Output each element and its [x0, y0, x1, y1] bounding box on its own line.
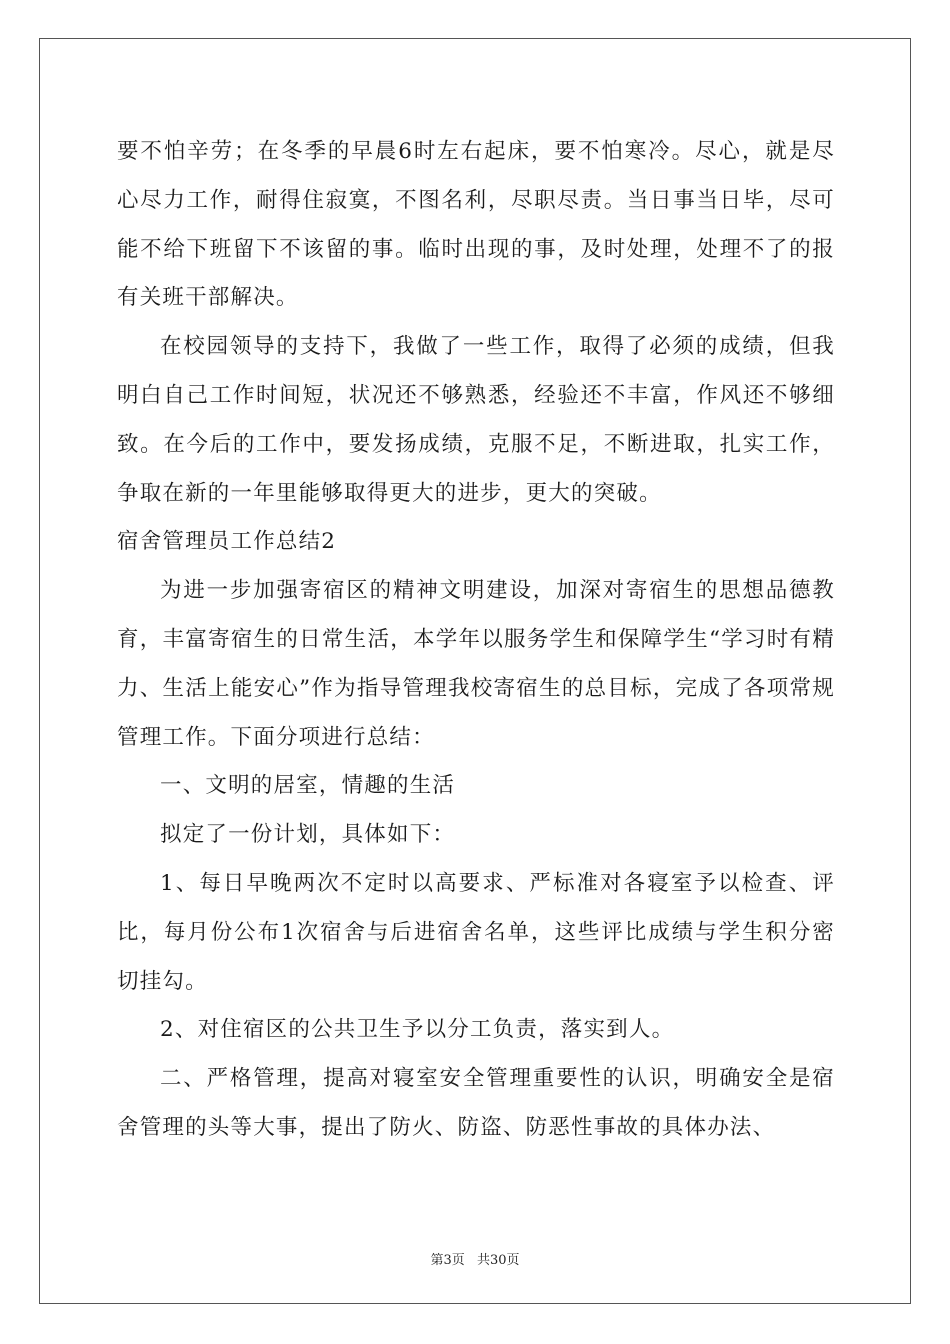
page-footer	[0, 1249, 950, 1268]
paragraph-8: 二、严格管理，提高对寝室安全管理重要性的认识，明确安全是宿舍管理的头等大事，提出了防火、防盗、防恶性事故的具体办法、	[117, 1066, 835, 1140]
paragraph-1: 要不怕辛劳；在冬季的早晨6时左右起床，要不怕寒冷。尽心，就是尽心尽力工作，耐得住寂寞，不图名利，尽职尽责。当日事当日毕，尽可能不给下班留下不该留的事。临时出现的事，及时处理，处理不了的报有关班干部解决。	[117, 139, 835, 311]
paragraph-5: 拟定了一份计划，具体如下：	[160, 822, 456, 848]
paragraph-2: 在校园领导的支持下，我做了一些工作，取得了必须的成绩，但我明白自己工作时间短，状况还不够熟悉，经验还不丰富，作风还不够细致。在今后的工作中，要发扬成绩，克服不足，不断进取，扎实工作，争取在新的一年里能够取得更大的进步，更大的突破。	[117, 334, 835, 506]
paragraph-4: 一、文明的居室，情趣的生活	[160, 773, 456, 799]
paragraph-6: 1、每日早晚两次不定时以高要求、严标准对各寝室予以检查、评比，每月份公布1次宿舍与后进宿舍名单，这些评比成绩与学生积分密切挂勾。	[117, 870, 835, 994]
paragraph-7: 2、对住宿区的公共卫生予以分工负责，落实到人。	[160, 1017, 675, 1043]
page-number: 第3页	[430, 1253, 465, 1268]
document-body	[117, 128, 835, 1153]
page-total: 共30页	[476, 1253, 520, 1268]
section-heading: 宿舍管理员工作总结2	[117, 529, 337, 555]
paragraph-3: 为进一步加强寄宿区的精神文明建设，加深对寄宿生的思想品德教育，丰富寄宿生的日常生活，本学年以服务学生和保障学生“学习时有精力、生活上能安心”作为指导管理我校寄宿生的总目标，完成了各项常规管理工作。下面分项进行总结：	[117, 578, 835, 750]
